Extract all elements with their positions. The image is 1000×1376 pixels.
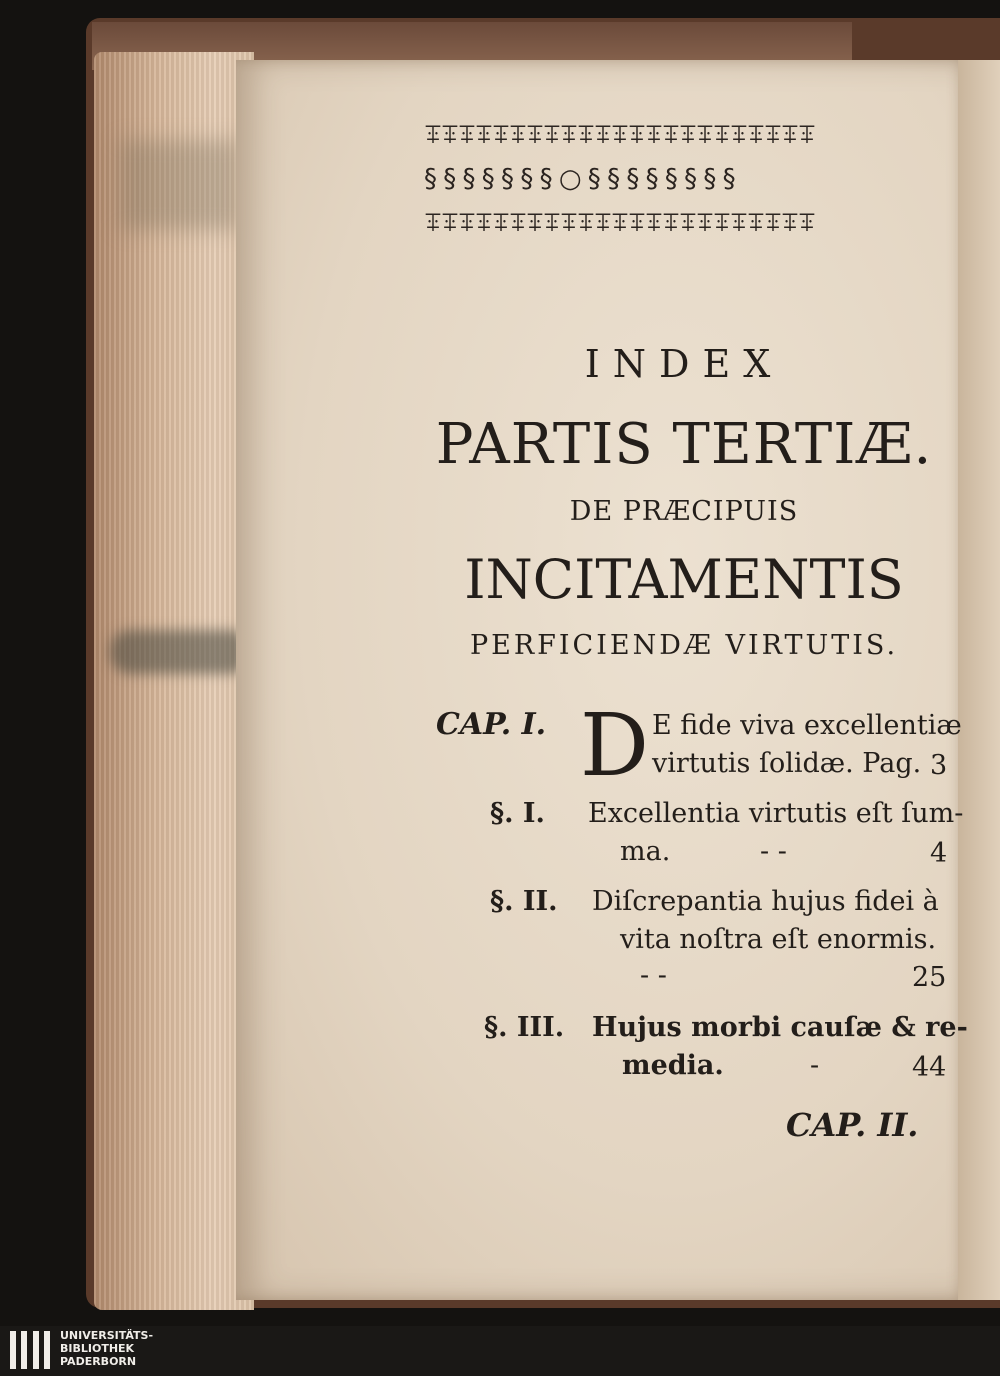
section-text-line2: ma. — [620, 836, 671, 867]
page-number: 25 — [912, 962, 947, 993]
catchword: CAP. II. — [786, 1106, 919, 1144]
page-edges — [94, 52, 254, 1310]
section-label: §. II. — [490, 886, 558, 917]
incitamentis-heading: INCITAMENTIS — [464, 548, 904, 611]
edge-stain — [120, 140, 240, 230]
drop-cap: D — [580, 696, 649, 796]
section-text-line1: Diſcrepantia hujus fidei à — [592, 886, 939, 917]
printers-ornament-band — [424, 113, 944, 245]
page-number: 3 — [930, 750, 948, 781]
section-text-line1: Excellentia virtutis eſt ſum- — [588, 798, 964, 829]
section-label: §. III. — [484, 1012, 565, 1043]
subtitle-line: DE PRÆCIPUIS — [569, 496, 799, 527]
library-name-line1: UNIVERSITÄTS- — [60, 1329, 154, 1342]
page-number: 4 — [930, 838, 948, 869]
page-number: 44 — [912, 1052, 947, 1083]
perficiendae-line: PERFICIENDÆ VIRTUTIS. — [469, 630, 899, 661]
index-heading: INDEX — [584, 342, 784, 386]
library-name-line3: PADERBORN — [60, 1355, 137, 1368]
library-name — [60, 1329, 153, 1368]
chapter-title-line2: virtutis ſolidæ. Pag. — [652, 748, 922, 779]
section-text-line1: Hujus morbi cauſæ & re- — [592, 1012, 968, 1043]
section-text-line2: media. — [622, 1050, 724, 1081]
facing-page-edge — [958, 60, 1000, 1300]
leader-dashes: - - — [760, 836, 787, 867]
section-label: §. I. — [490, 798, 545, 829]
library-logo-icon — [10, 1331, 50, 1369]
chapter-label: CAP. I. — [436, 707, 547, 742]
section-text-line2: vita noſtra eſt enormis. — [620, 924, 937, 955]
leader-dashes: - — [810, 1050, 820, 1081]
ornament-row-bottom: ꔊꔊꔊꔊꔊꔊꔊꔊꔊꔊꔊꔊꔊꔊꔊꔊꔊꔊꔊꔊꔊꔊꔊ — [424, 209, 815, 237]
edge-stain — [110, 630, 250, 674]
part-heading: PARTIS TERTIÆ. — [435, 412, 933, 477]
library-name-line2: BIBLIOTHEK — [60, 1342, 135, 1355]
ornament-row-top: ꔊꔊꔊꔊꔊꔊꔊꔊꔊꔊꔊꔊꔊꔊꔊꔊꔊꔊꔊꔊꔊꔊꔊ — [424, 121, 815, 149]
chapter-title-line1: E fide viva excellentiæ — [652, 710, 962, 741]
ornament-row-middle: § § § § § § § ○ § § § § § § § § — [424, 164, 735, 194]
leader-dashes: - - — [640, 960, 667, 991]
